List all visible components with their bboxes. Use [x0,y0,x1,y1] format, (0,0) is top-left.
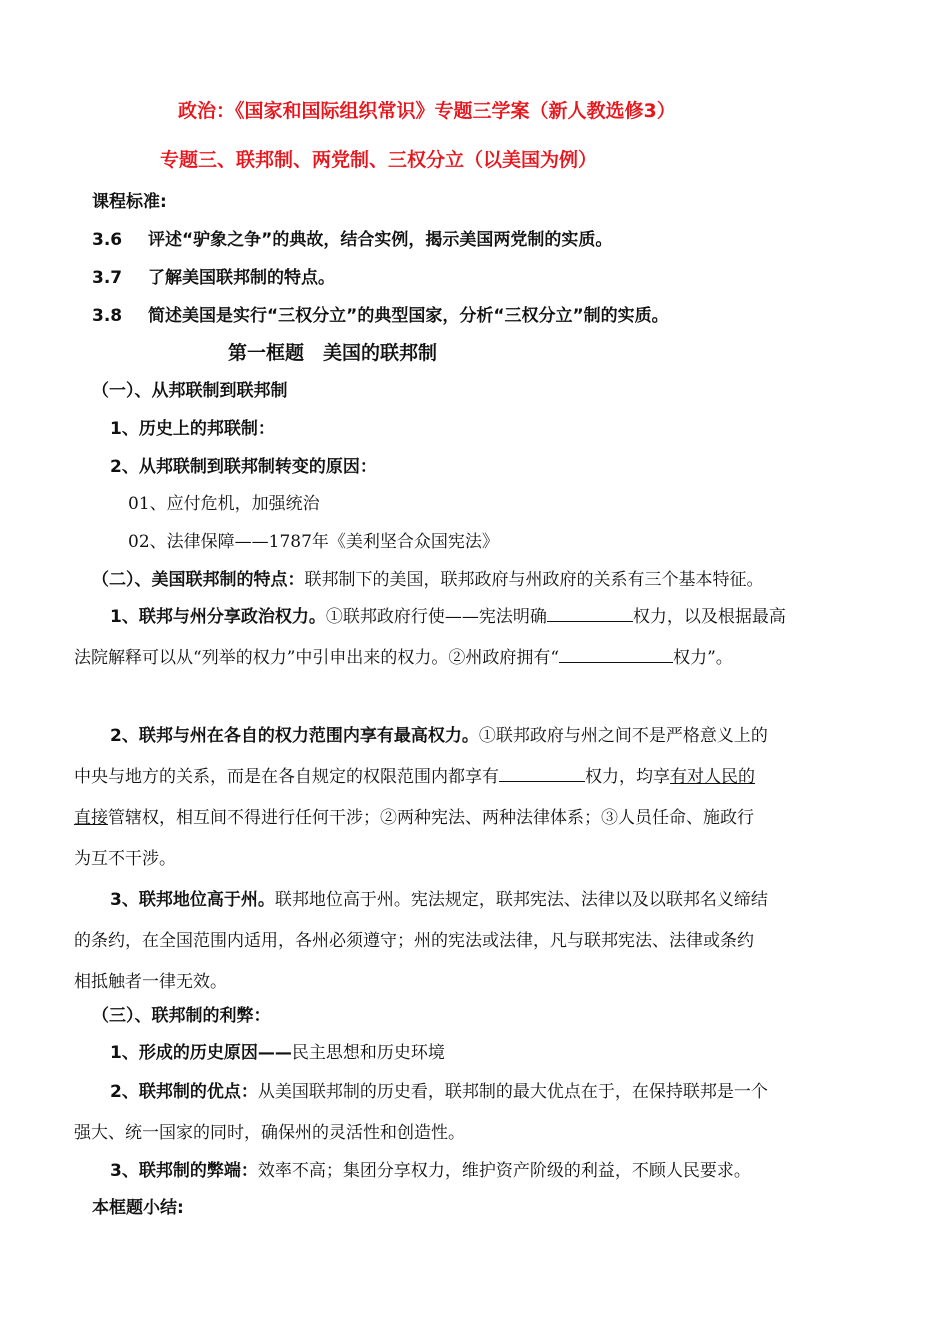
part1-sub1: 01、应付危机，加强统治 [128,494,320,514]
part3-item3-lead: 3、联邦制的弊端： [110,1161,258,1181]
part1-heading: （一）、从邦联制到联邦制 [92,381,288,401]
part3-item3 [110,1159,751,1183]
standard-item [92,266,335,290]
part2-paragraph-2 [74,716,862,880]
part3-item3-text: 效率不高；集团分享权力，维护资产阶级的利益，不顾人民要求。 [257,1161,751,1181]
fill-blank[interactable] [547,603,633,622]
part2-heading: （二）、美国联邦制的特点： [92,570,305,590]
fill-blank[interactable] [499,763,585,782]
para1-lead: 1、联邦与州分享政治权力。 [110,607,326,627]
fill-blank[interactable] [559,644,673,663]
document-subtitle: 专题三、联邦制、两党制、三权分立（以美国为例） [160,149,598,171]
part3-item2-lead: 2、联邦制的优点： [110,1082,258,1102]
part3-item2-text: 从美国联邦制的历史看，联邦制的最大优点在于，在保持联邦是一个 [257,1082,768,1102]
para2-text: 管辖权，相互间不得进行任何干涉；②两种宪法、两种法律体系；③人员任命、施政行 [108,808,754,828]
part1-sub2: 02、法律保障——1787年《美利坚合众国宪法》 [128,532,499,552]
para3-lead: 3、联邦地位高于州。 [110,890,275,910]
para2-underlined: 有对人民的 [670,767,755,787]
part3-item1-lead: 1、形成的历史原因—— [110,1043,292,1063]
part3-heading: （三）、联邦制的利弊： [92,1006,271,1026]
part3-item2-text: 强大、统一国家的同时，确保州的灵活性和创造性。 [74,1123,465,1143]
document-title: 政治：《国家和国际组织常识》专题三学案（新人教选修3） [178,100,676,122]
part1-item2: 2、从邦联制到联邦制转变的原因： [110,457,377,477]
standard-number: 3.8 [92,306,123,326]
para1-text: ①联邦政府行使——宪法明确 [325,607,547,627]
standard-number: 3.6 [92,230,123,250]
standards-heading: 课程标准: [92,192,167,212]
para2-underlined: 直接 [74,808,108,828]
para1-text: 权力”。 [673,648,733,668]
section-title: 第一框题 美国的联邦制 [228,342,438,364]
part1-item1: 1、历史上的邦联制： [110,419,275,439]
part3-item2 [74,1072,862,1154]
para2-text: 权力，均享 [585,767,670,787]
standard-text: 了解美国联邦制的特点。 [147,268,335,288]
part2-heading-rest: 联邦制下的美国，联邦政府与州政府的关系有三个基本特征。 [304,570,764,590]
para1-text: 权力，以及根据最高 [632,607,786,627]
para3-text: 的条约，在全国范围内适用，各州必须遵守；州的宪法或法律，凡与联邦宪法、法律或条约 [74,931,754,951]
part2-paragraph-3 [74,880,862,1003]
part3-item1 [110,1041,445,1065]
standard-item [92,304,669,328]
standard-text: 简述美国是实行“三权分立”的典型国家，分析“三权分立”制的实质。 [147,306,669,326]
part2-heading-line [92,568,764,592]
standard-item [92,228,612,252]
para1-text: 法院解释可以从“列举的权力”中引申出来的权力。②州政府拥有“ [74,648,560,668]
standard-text: 评述“驴象之争”的典故，结合实例，揭示美国两党制的实质。 [147,230,613,250]
part2-paragraph-1 [74,597,862,679]
standard-number: 3.7 [92,268,123,288]
para3-text: 相抵触者一律无效。 [74,972,227,992]
para2-text: 中央与地方的关系，而是在各自规定的权限范围内都享有 [74,767,499,787]
para2-text: ①联邦政府与州之间不是严格意义上的 [478,726,768,746]
part3-item1-text: 民主思想和历史环境 [291,1043,445,1063]
summary-heading: 本框题小结: [92,1198,184,1218]
para2-lead: 2、联邦与州在各自的权力范围内享有最高权力。 [110,726,479,746]
para2-text: 为互不干涉。 [74,849,176,869]
para3-text: 联邦地位高于州。宪法规定，联邦宪法、法律以及以联邦名义缔结 [274,890,768,910]
